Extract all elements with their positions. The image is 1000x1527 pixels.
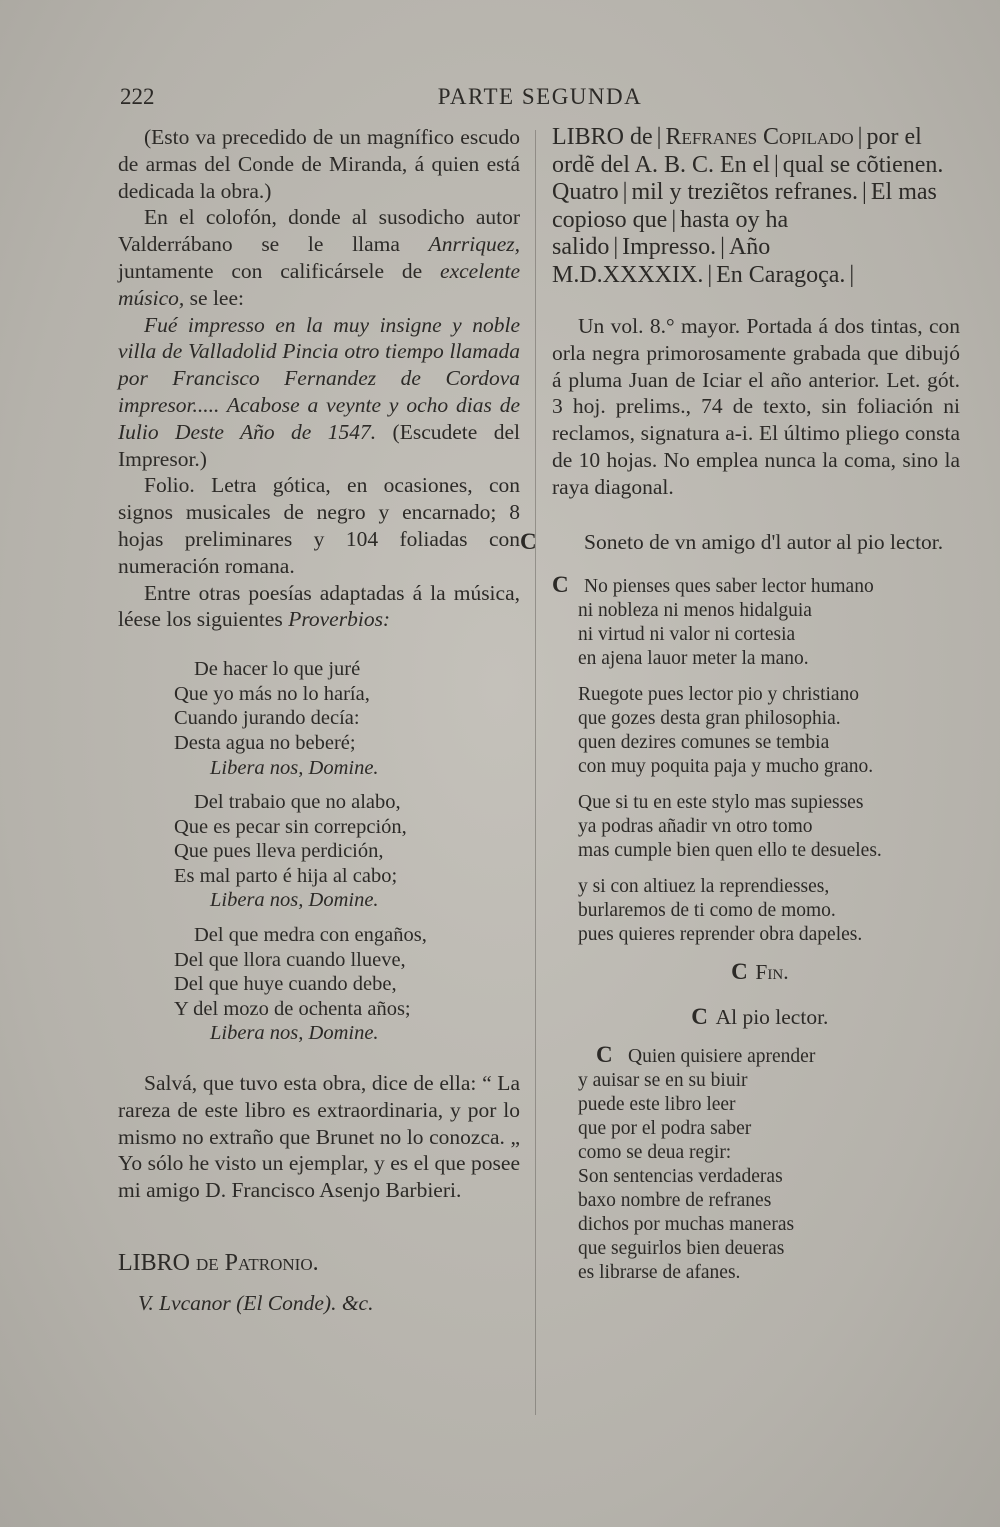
stanza-2 xyxy=(174,790,520,913)
verse-line: Que yo más no lo haría, xyxy=(174,682,370,705)
verse-line: y si con altiuez la reprendiesses, xyxy=(578,876,830,898)
pilcrow-icon: C xyxy=(520,528,537,554)
right-column xyxy=(520,124,960,1285)
verse-line: Ruegote pues lector pio y christiano xyxy=(578,684,860,706)
verse-line: De hacer lo que juré xyxy=(194,658,361,681)
verse-line: quen dezires comunes se tembia xyxy=(578,732,830,754)
verse-line: y auisar se en su biuir xyxy=(578,1069,748,1091)
verse-line: Y del mozo de ochenta años; xyxy=(174,997,411,1020)
verse-line: Que si tu en este stylo mas supiesses xyxy=(578,792,864,814)
verse-line: C No pienses ques saber lector humano xyxy=(552,572,874,598)
entry-patronio-ref: V. Lvcanor (El Conde). &c. xyxy=(138,1290,374,1315)
verse-line: ni virtud ni valor ni cortesia xyxy=(578,624,796,646)
al-pio-lector-poem xyxy=(578,1043,960,1285)
verse-line: que gozes desta gran philosophia. xyxy=(578,708,841,730)
paragraph-colophon-quote: Fué impresso en la muy insigne y noble villa de Valladolid Pincia otro tiempo llamada por Francisco Fernandez de Cordova impresor..... Acabose a veynte y ocho dias de Iulio Deste Año de 1547. (Escudete del Impresor.) xyxy=(118,312,520,471)
verse-line: Que es pecar sin correpción, xyxy=(174,815,407,838)
verse-line: ya podras añadir vn otro tomo xyxy=(578,816,813,838)
sonnet-quatrain-2 xyxy=(552,683,960,779)
pilcrow-icon: C xyxy=(552,572,569,598)
verse-line: C Quien quisiere aprender xyxy=(596,1041,816,1067)
entry-patronio-title: LIBRO de Patronio. xyxy=(118,1250,319,1277)
page-heading: PARTE SEGUNDA xyxy=(437,84,643,109)
proverbios-verse xyxy=(174,657,520,1046)
verse-line: Son sentencias verdaderas xyxy=(578,1165,783,1187)
page-number: 222 xyxy=(120,84,155,109)
verse-line: Es mal parto é hija al cabo; xyxy=(174,864,398,887)
left-column xyxy=(118,124,520,1316)
verse-line: como se deua regir: xyxy=(578,1141,732,1163)
sonnet-quatrain-1 xyxy=(552,573,960,671)
stanza-3 xyxy=(174,923,520,1046)
paragraph-colofon: En el colofón, donde al susodicho autor Valderrábano se le llama Anrriquez, juntamente con calificársele de excelente músico, se lee: xyxy=(118,205,520,310)
paragraph-description: Folio. Letra gótica, en ocasiones, con signos musicales de negro y encarnado; 8 hojas preliminares y 104 foliadas con numeración romana. xyxy=(118,473,520,578)
book-title-refranes: LIBRO de | Refranes Copilado | por el ordẽ del A. B. C. En el | qual se cõtienen. Quatro | mil y treziẽtos refranes. | El mas copioso que | hasta oy ha salido | Impresso. | Año M.D.XXXXIX. | En Caragoça. | xyxy=(552,124,944,288)
verse-line: con muy poquita paja y mucho grano. xyxy=(578,756,874,778)
verse-line: Del que medra con engaños, xyxy=(194,924,427,947)
soneto-heading: C Soneto de vn amigo d'l autor al pio lector. xyxy=(520,528,944,554)
verse-line: que seguirlos bien deueras xyxy=(578,1237,785,1259)
verse-line: Del que huye cuando debe, xyxy=(174,973,397,996)
refrain-line: Libera nos, Domine. xyxy=(210,1022,379,1045)
pilcrow-icon: C xyxy=(691,1004,708,1030)
verse-line: Del que llora cuando llueve, xyxy=(174,948,406,971)
verse-line: ni nobleza ni menos hidalguia xyxy=(578,600,812,622)
verse-line: Que pues lleva perdición, xyxy=(174,840,384,863)
paragraph-escudo: (Esto va precedido de un magnífico escudo de armas del Conde de Miranda, á quien está dedicada la obra.) xyxy=(118,125,520,203)
verse-line: en ajena lauor meter la mano. xyxy=(578,648,809,670)
paragraph-description-refranes: Un vol. 8.° mayor. Portada á dos tintas, con orla negra primorosamente grabada que dibujó á pluma Juan de Iciar el año anterior. Let. gót. 3 hoj. prelims., 74 de texto, sin foliación ni reclamos, signatura a-i. El último pliego consta de 10 hojas. No emplea nunca la coma, sino la raya diagonal. xyxy=(552,314,960,499)
verse-line: que por el podra saber xyxy=(578,1117,752,1139)
verse-line: dichos por muchas maneras xyxy=(578,1213,795,1235)
al-pio-lector-heading: C Al pio lector. xyxy=(552,1004,960,1031)
fin-heading: C Fin. xyxy=(552,959,960,986)
pilcrow-icon: C xyxy=(596,1041,613,1067)
running-head xyxy=(0,84,1000,118)
verse-line: baxo nombre de refranes xyxy=(578,1189,772,1211)
verse-line: Cuando jurando decía: xyxy=(174,707,360,730)
refrain-line: Libera nos, Domine. xyxy=(210,756,379,779)
paragraph-salva: Salvá, que tuvo esta obra, dice de ella: “ La rareza de este libro es extraordinaria, y por lo mismo no extraño que Brunet no lo conozca. „ Yo sólo he visto un ejemplar, y es el que posee mi amigo D. Francisco Asenjo Barbieri. xyxy=(118,1071,520,1203)
refrain-line: Libera nos, Domine. xyxy=(210,889,379,912)
column-divider xyxy=(535,130,536,1415)
verse-line: puede este libro leer xyxy=(578,1093,736,1115)
pilcrow-icon: C xyxy=(731,959,748,985)
stanza-1 xyxy=(174,657,520,780)
verse-line: Del trabaio que no alabo, xyxy=(194,791,401,814)
verse-line: Desta agua no beberé; xyxy=(174,731,356,754)
verse-line: pues quieres reprender obra dapeles. xyxy=(578,924,863,946)
sonnet-tercet-2 xyxy=(552,875,960,947)
paragraph-proverbios: Entre otras poesías adaptadas á la música, léese los siguientes Proverbios: xyxy=(118,580,520,632)
sonnet-tercet-1 xyxy=(552,791,960,863)
sonnet xyxy=(552,573,960,947)
verse-line: burlaremos de ti como de momo. xyxy=(578,900,836,922)
verse-line: es librarse de afanes. xyxy=(578,1261,741,1283)
verse-line: mas cumple bien quen ello te desueles. xyxy=(578,840,882,862)
